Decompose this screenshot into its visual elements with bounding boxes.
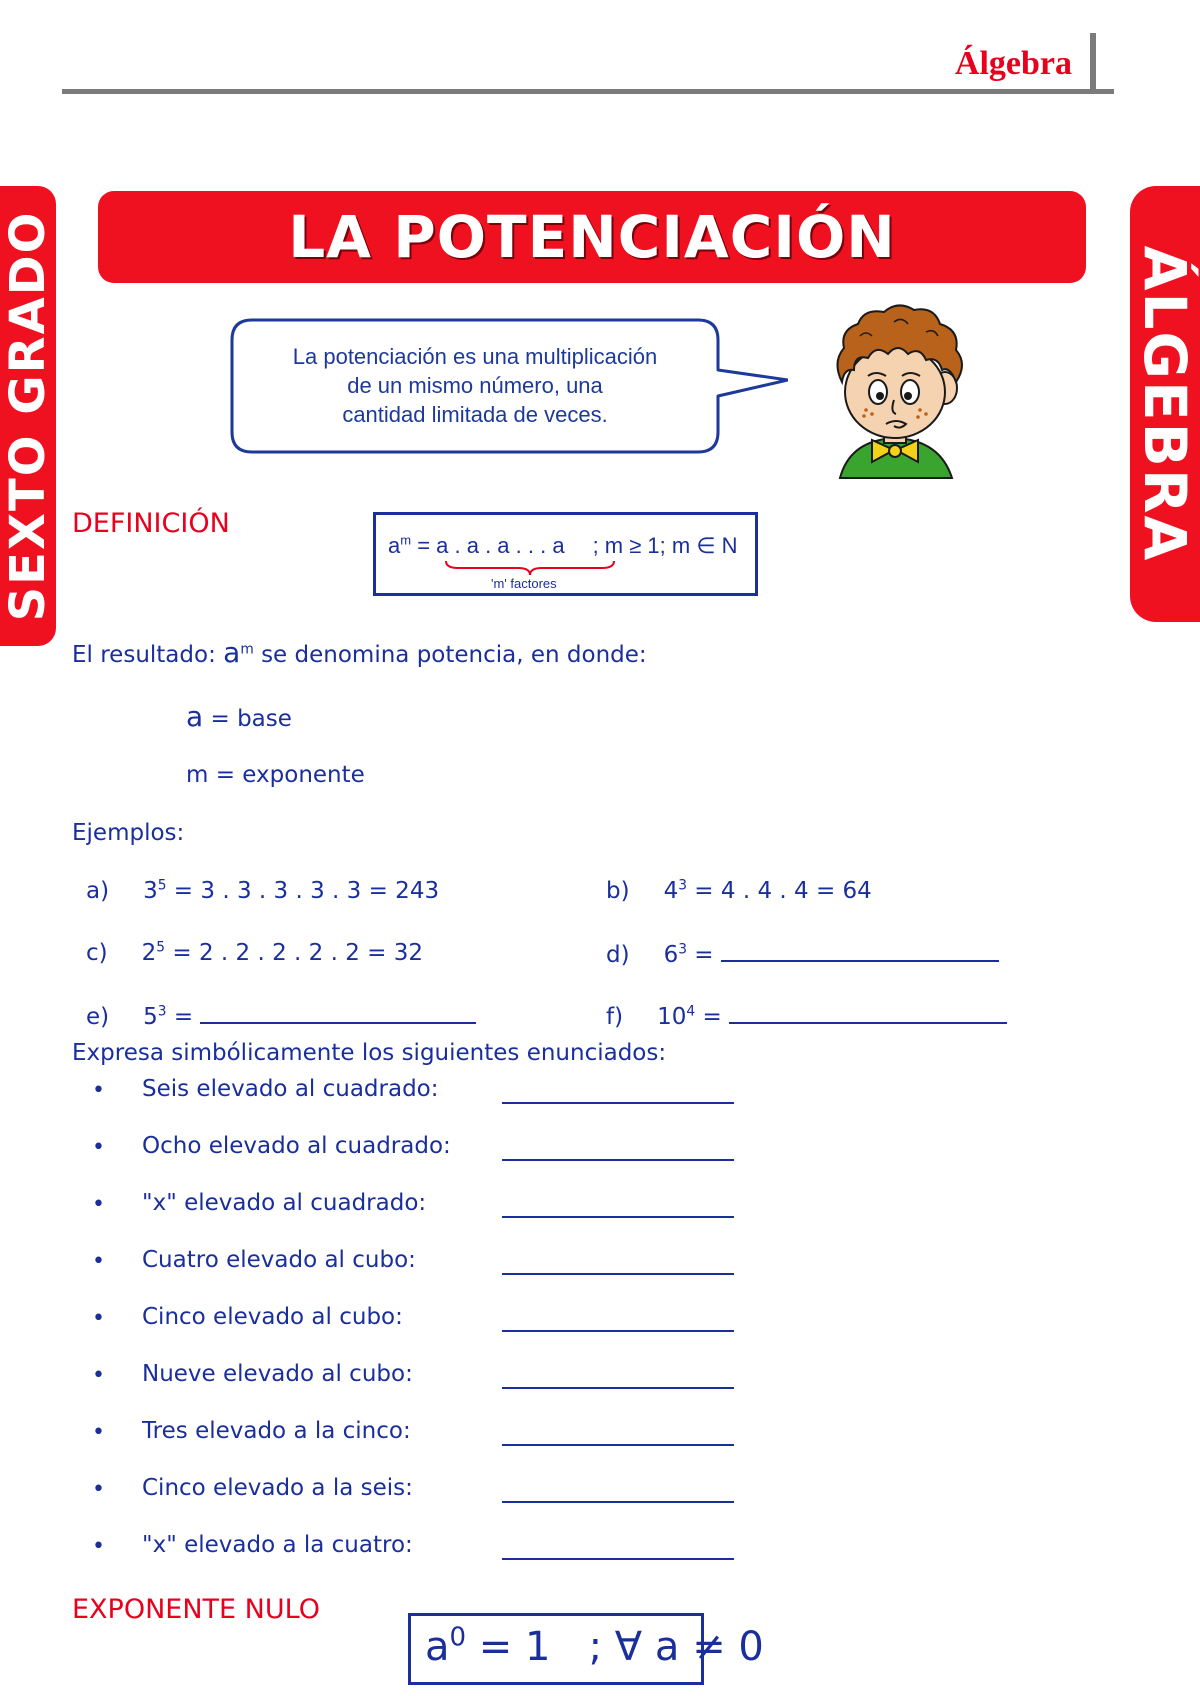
speech-bubble-text bbox=[240, 342, 710, 429]
example-e bbox=[86, 1002, 476, 1030]
header-title: Álgebra bbox=[954, 45, 1072, 82]
def-condition: ; m ≥ 1; m ∈ N bbox=[592, 533, 738, 558]
symbolic-heading: Expresa simbólicamente los siguientes enunciados: bbox=[72, 1040, 667, 1066]
example-label: c) bbox=[86, 940, 108, 966]
statement-label: Nueve elevado al cubo: bbox=[142, 1361, 413, 1387]
boy-character-illustration bbox=[810, 300, 980, 480]
example-base: 3 bbox=[143, 878, 158, 904]
base-rest: = base bbox=[203, 706, 292, 732]
example-base: 10 bbox=[657, 1004, 687, 1030]
example-base: 6 bbox=[663, 942, 679, 968]
example-exponent: 3 bbox=[157, 1003, 167, 1020]
bullet-icon: • bbox=[92, 1477, 105, 1502]
title-banner bbox=[98, 191, 1086, 283]
underbrace-icon bbox=[444, 559, 616, 577]
example-rest: = bbox=[687, 942, 721, 968]
answer-blank[interactable] bbox=[502, 1159, 734, 1161]
bullet-icon: • bbox=[92, 1192, 105, 1217]
answer-blank[interactable] bbox=[502, 1273, 734, 1275]
header-rule bbox=[62, 89, 1114, 94]
bullet-icon: • bbox=[92, 1306, 105, 1331]
answer-blank-d[interactable] bbox=[721, 940, 999, 962]
zero-exponent-formula bbox=[425, 1624, 764, 1670]
definition-box bbox=[373, 512, 758, 596]
side-tab-subject-label: ÁLGEBRA bbox=[1131, 245, 1199, 563]
answer-blank[interactable] bbox=[502, 1216, 734, 1218]
zero-rest: = 1 ; ∀ a ≠ 0 bbox=[466, 1624, 764, 1670]
example-a bbox=[86, 878, 439, 904]
bullet-icon: • bbox=[92, 1135, 105, 1160]
example-label: f) bbox=[606, 1004, 624, 1030]
statement-label: Cuatro elevado al cubo: bbox=[142, 1247, 416, 1273]
side-tab-subject bbox=[1130, 186, 1200, 622]
definition-heading: DEFINICIÓN bbox=[72, 508, 230, 539]
side-tab-grade-label: SEXTO GRADO bbox=[0, 210, 56, 622]
definition-formula bbox=[388, 533, 738, 559]
example-exponent: 5 bbox=[157, 877, 167, 894]
zero-exponent-box bbox=[408, 1613, 764, 1685]
statement-label: "x" elevado al cuadrado: bbox=[142, 1190, 427, 1216]
example-c bbox=[86, 940, 423, 966]
answer-blank[interactable] bbox=[502, 1501, 734, 1503]
example-base: 2 bbox=[141, 940, 157, 966]
example-exponent: 3 bbox=[678, 941, 687, 958]
zero-base: a bbox=[425, 1624, 450, 1670]
example-base: 5 bbox=[143, 1004, 158, 1030]
example-rest: = bbox=[166, 1004, 201, 1030]
result-exponent: m bbox=[240, 641, 254, 658]
answer-blank[interactable] bbox=[502, 1558, 734, 1560]
def-product: = a . a . a . . . a bbox=[411, 533, 565, 558]
def-exponent: m bbox=[400, 532, 412, 548]
bullet-icon: • bbox=[92, 1534, 105, 1559]
statement-label: Cinco elevado al cubo: bbox=[142, 1304, 403, 1330]
result-statement bbox=[72, 636, 647, 669]
answer-blank[interactable] bbox=[502, 1102, 734, 1104]
result-prefix: El resultado: bbox=[72, 642, 224, 668]
answer-blank[interactable] bbox=[502, 1330, 734, 1332]
example-b bbox=[606, 878, 872, 904]
bullet-icon: • bbox=[92, 1363, 105, 1388]
base-var: a bbox=[186, 700, 204, 733]
bubble-line: de un mismo número, una bbox=[347, 373, 603, 398]
bullet-icon: • bbox=[92, 1078, 105, 1103]
statement-label: "x" elevado a la cuatro: bbox=[142, 1532, 413, 1558]
statement-label: Seis elevado al cuadrado: bbox=[142, 1076, 439, 1102]
base-definition bbox=[186, 700, 292, 733]
answer-blank-f[interactable] bbox=[729, 1002, 1007, 1024]
bullet-icon: • bbox=[92, 1420, 105, 1445]
answer-blank[interactable] bbox=[502, 1444, 734, 1446]
examples-heading: Ejemplos: bbox=[72, 820, 185, 846]
example-label: e) bbox=[86, 1004, 110, 1030]
example-exponent: 4 bbox=[686, 1003, 696, 1020]
statement-label: Cinco elevado a la seis: bbox=[142, 1475, 413, 1501]
header-vertical-bar bbox=[1090, 33, 1096, 91]
example-label: b) bbox=[606, 878, 630, 904]
zero-exponent-value: 0 bbox=[449, 1622, 467, 1653]
answer-blank[interactable] bbox=[502, 1387, 734, 1389]
bullet-icon: • bbox=[92, 1249, 105, 1274]
example-f bbox=[606, 1002, 1007, 1030]
def-base: a bbox=[388, 533, 401, 558]
example-label: d) bbox=[606, 942, 630, 968]
statement-label: Ocho elevado al cuadrado: bbox=[142, 1133, 451, 1159]
example-label: a) bbox=[86, 878, 110, 904]
example-rest: = 4 . 4 . 4 = 64 bbox=[687, 878, 872, 904]
example-exponent: 3 bbox=[678, 877, 687, 894]
side-tab-grade bbox=[0, 186, 56, 646]
answer-blank-e[interactable] bbox=[200, 1002, 476, 1024]
factors-label: 'm' factores bbox=[491, 576, 557, 591]
statement-label: Tres elevado a la cinco: bbox=[142, 1418, 411, 1444]
example-d bbox=[606, 940, 999, 968]
example-rest: = bbox=[695, 1004, 730, 1030]
result-suffix: se denomina potencia, en donde: bbox=[253, 642, 647, 668]
bubble-line: La potenciación es una multiplicación bbox=[292, 344, 658, 369]
example-base: 4 bbox=[663, 878, 679, 904]
example-rest: = 3 . 3 . 3 . 3 . 3 = 243 bbox=[166, 878, 440, 904]
example-exponent: 5 bbox=[156, 939, 166, 956]
exponent-definition: m = exponente bbox=[186, 762, 365, 788]
result-base: a bbox=[223, 636, 241, 669]
example-rest: = 2 . 2 . 2 . 2 . 2 = 32 bbox=[165, 940, 423, 966]
page-title: LA POTENCIACIÓN bbox=[288, 203, 896, 271]
bubble-line: cantidad limitada de veces. bbox=[342, 402, 608, 427]
zero-exponent-heading: EXPONENTE NULO bbox=[72, 1594, 320, 1625]
